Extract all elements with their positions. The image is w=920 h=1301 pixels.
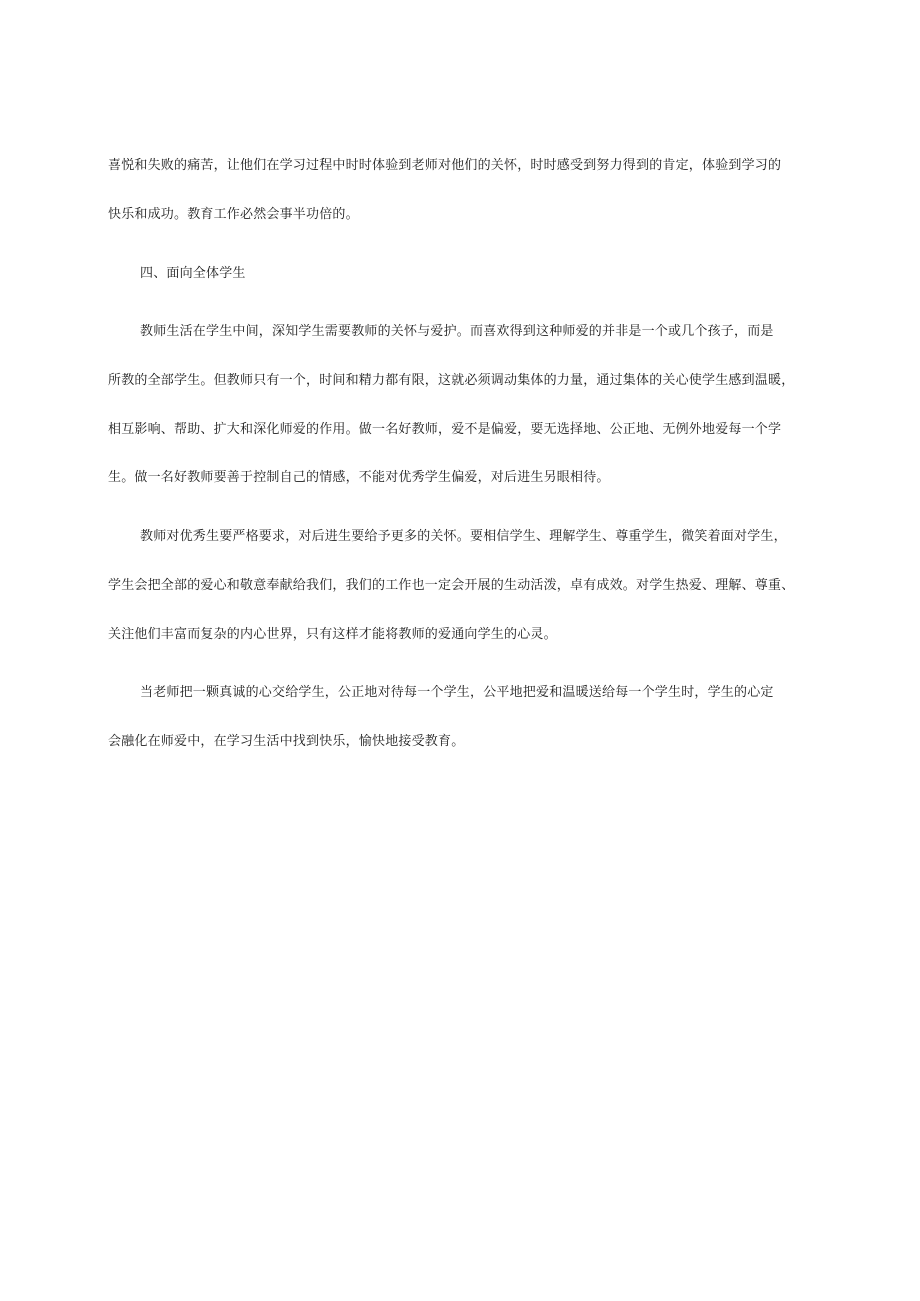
paragraph-2-line-2: 所教的全部学生。但教师只有一个，时间和精力都有限，这就必须调动集体的力量，通过集体的关心使学生感到温暖，: [108, 373, 795, 388]
paragraph-3-line-2: 学生会把全部的爱心和敬意奉献给我们，我们的工作也一定会开展的生动活泼，卓有成效。对学生热爱、理解、尊重、: [108, 578, 795, 593]
paragraph-4-line-2: 会融化在师爱中，在学习生活中找到快乐，愉快地接受教育。: [108, 734, 465, 749]
paragraph-2-line-1: 教师生活在学生中间，深知学生需要教师的关怀与爱护。而喜欢得到这种师爱的并非是一个或几个孩子，而是: [140, 324, 774, 339]
paragraph-1-line-2: 快乐和成功。教育工作必然会事半功倍的。: [108, 207, 359, 222]
paragraph-2-line-3: 相互影响、帮助、扩大和深化师爱的作用。做一名好教师，爱不是偏爱，要无选择地、公正地、无例外地爱每一个学: [108, 422, 782, 437]
section-heading: 四、面向全体学生: [140, 266, 246, 281]
paragraph-3-line-3: 关注他们丰富而复杂的内心世界，只有这样才能将教师的爱通向学生的心灵。: [108, 627, 557, 642]
paragraph-2-line-4: 生。做一名好教师要善于控制自己的情感，不能对优秀学生偏爱，对后进生另眼相待。: [108, 470, 610, 485]
paragraph-1-line-1: 喜悦和失败的痛苦，让他们在学习过程中时时体验到老师对他们的关怀，时时感受到努力得到的肯定，体验到学习的: [108, 158, 782, 173]
paragraph-4-line-1: 当老师把一颗真诚的心交给学生，公正地对待每一个学生，公平地把爱和温暖送给每一个学生时，学生的心定: [140, 685, 774, 700]
paragraph-3-line-1: 教师对优秀生要严格要求，对后进生要给予更多的关怀。要相信学生、理解学生、尊重学生，微笑着面对学生，: [140, 529, 787, 544]
